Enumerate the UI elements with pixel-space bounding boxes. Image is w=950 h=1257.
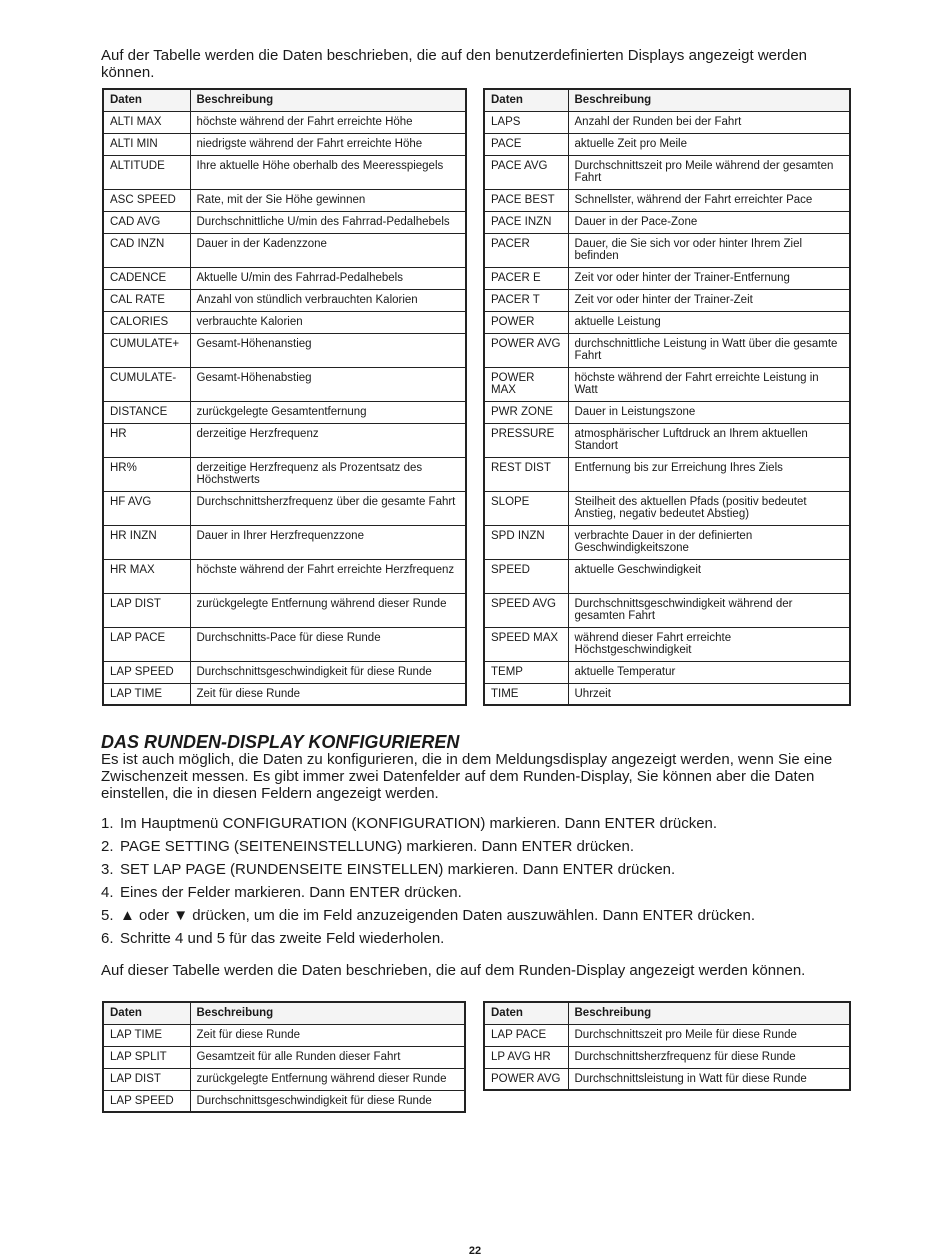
data-field-name: PACE AVG xyxy=(484,155,568,189)
intro-text: Auf der Tabelle werden die Daten beschrieben, die auf den benutzerdefinierten Displays angezeigt werden können. xyxy=(101,47,808,81)
data-field-description: Durchschnittsgeschwindigkeit für diese Runde xyxy=(190,1090,465,1112)
header-cell: Daten xyxy=(484,89,568,111)
data-field-description: Anzahl der Runden bei der Fahrt xyxy=(568,111,850,133)
steps-list xyxy=(101,815,861,953)
step-item xyxy=(101,815,861,838)
data-field-description: zurückgelegte Gesamtentfernung xyxy=(190,401,466,423)
data-field-name: HR MAX xyxy=(103,559,190,593)
step-item xyxy=(101,930,861,953)
step-text: Schritte 4 und 5 für das zweite Feld wiederholen. xyxy=(120,930,445,947)
table-row xyxy=(484,491,850,525)
header-cell: Beschreibung xyxy=(568,1002,850,1024)
table-row xyxy=(484,367,850,401)
data-field-description: derzeitige Herzfrequenz xyxy=(190,423,466,457)
data-field-description: Durchschnittsgeschwindigkeit während der gesamten Fahrt xyxy=(568,593,850,627)
table-row xyxy=(103,457,466,491)
table-header-row xyxy=(103,1002,465,1024)
data-field-name: ALTI MAX xyxy=(103,111,190,133)
data-field-description: Durchschnittszeit pro Meile während der gesamten Fahrt xyxy=(568,155,850,189)
data-field-name: POWER xyxy=(484,311,568,333)
data-field-description: Durchschnittsherzfrequenz für diese Runde xyxy=(568,1046,850,1068)
header-cell: Daten xyxy=(103,89,190,111)
data-field-description: Durchschnittsherzfrequenz über die gesamte Fahrt xyxy=(190,491,466,525)
data-field-name: LAP DIST xyxy=(103,1068,190,1090)
step-number: 4. xyxy=(101,884,114,901)
table-row xyxy=(103,289,466,311)
data-field-description: derzeitige Herzfrequenz als Prozentsatz des Höchstwerts xyxy=(190,457,466,491)
data-field-description: Durchschnittliche U/min des Fahrrad-Pedalhebels xyxy=(190,211,466,233)
table-row xyxy=(103,233,466,267)
data-field-description: Rate, mit der Sie Höhe gewinnen xyxy=(190,189,466,211)
table-row xyxy=(484,155,850,189)
table-row xyxy=(103,333,466,367)
table-row xyxy=(484,289,850,311)
table-row xyxy=(103,1068,465,1090)
data-field-name: CAL RATE xyxy=(103,289,190,311)
section-text: Es ist auch möglich, die Daten zu konfigurieren, die in dem Meldungsdisplay angezeigt werden, wenn Sie eine Zwischenzeit messen. Es gibt immer zwei Datenfelder auf dem Runden-Display, Sie können aber die Daten einstellen, die in diesen Feldern angezeigt werden. xyxy=(101,751,833,802)
table-header-row xyxy=(103,89,466,111)
table-row xyxy=(103,423,466,457)
data-field-name: POWER AVG xyxy=(484,1068,568,1090)
header-cell: Daten xyxy=(484,1002,568,1024)
data-field-name: PACE INZN xyxy=(484,211,568,233)
data-field-description: Aktuelle U/min des Fahrrad-Pedalhebels xyxy=(190,267,466,289)
table-row xyxy=(103,189,466,211)
lap-table-intro: Auf dieser Tabelle werden die Daten beschrieben, die auf dem Runden-Display angezeigt werden können. xyxy=(101,962,806,979)
step-item xyxy=(101,907,861,930)
step-text: ▲ oder ▼ drücken, um die im Feld anzuzeigenden Daten auszuwählen. Dann ENTER drücken. xyxy=(120,907,756,924)
table-row xyxy=(484,559,850,593)
table-row xyxy=(103,267,466,289)
custom-data-table-right xyxy=(483,88,851,706)
data-field-description: Zeit für diese Runde xyxy=(190,683,466,705)
table-row xyxy=(484,333,850,367)
data-field-description: Steilheit des aktuellen Pfads (positiv bedeutet Anstieg, negativ bedeutet Abstieg) xyxy=(568,491,850,525)
table-row xyxy=(103,627,466,661)
data-field-description: Dauer in Leistungszone xyxy=(568,401,850,423)
data-field-name: CADENCE xyxy=(103,267,190,289)
lap-data-table-right xyxy=(483,1001,851,1091)
data-field-description: höchste während der Fahrt erreichte Höhe xyxy=(190,111,466,133)
data-field-name: ALTI MIN xyxy=(103,133,190,155)
data-field-name: LAPS xyxy=(484,111,568,133)
data-field-description: Durchschnittsgeschwindigkeit für diese Runde xyxy=(190,661,466,683)
data-field-name: PACE BEST xyxy=(484,189,568,211)
data-field-name: LAP TIME xyxy=(103,1024,190,1046)
data-field-description: Durchschnitts-Pace für diese Runde xyxy=(190,627,466,661)
table-header-row xyxy=(484,89,850,111)
step-item xyxy=(101,838,861,861)
table-row xyxy=(103,133,466,155)
step-number: 6. xyxy=(101,930,114,947)
table-row xyxy=(103,155,466,189)
table-row xyxy=(103,559,466,593)
data-field-description: niedrigste während der Fahrt erreichte Höhe xyxy=(190,133,466,155)
step-number: 3. xyxy=(101,861,114,878)
step-item xyxy=(101,861,861,884)
table-row xyxy=(484,189,850,211)
data-field-description: Zeit vor oder hinter der Trainer-Entfernung xyxy=(568,267,850,289)
step-number: 5. xyxy=(101,907,114,924)
header-cell: Beschreibung xyxy=(190,1002,465,1024)
step-number: 1. xyxy=(101,815,114,832)
data-field-name: CALORIES xyxy=(103,311,190,333)
table-row xyxy=(484,593,850,627)
table-row xyxy=(103,401,466,423)
data-field-name: HF AVG xyxy=(103,491,190,525)
table-row xyxy=(103,367,466,401)
table-row xyxy=(484,311,850,333)
data-field-description: durchschnittliche Leistung in Watt über die gesamte Fahrt xyxy=(568,333,850,367)
data-field-description: Zeit für diese Runde xyxy=(190,1024,465,1046)
data-field-description: Gesamt-Höhenanstieg xyxy=(190,333,466,367)
data-field-name: SPEED xyxy=(484,559,568,593)
data-field-name: CAD INZN xyxy=(103,233,190,267)
header-cell: Beschreibung xyxy=(568,89,850,111)
table-row xyxy=(103,211,466,233)
table-row xyxy=(103,1046,465,1068)
data-field-description: Dauer in Ihrer Herzfrequenzzone xyxy=(190,525,466,559)
data-field-name: PACER E xyxy=(484,267,568,289)
data-field-description: Dauer in der Kadenzzone xyxy=(190,233,466,267)
data-field-name: ALTITUDE xyxy=(103,155,190,189)
data-field-name: LAP TIME xyxy=(103,683,190,705)
data-field-description: zurückgelegte Entfernung während dieser Runde xyxy=(190,1068,465,1090)
step-item xyxy=(101,884,861,907)
data-field-description: Dauer in der Pace-Zone xyxy=(568,211,850,233)
table-row xyxy=(484,1046,850,1068)
custom-data-table-left xyxy=(102,88,467,706)
data-field-name: LAP SPEED xyxy=(103,661,190,683)
data-field-description: Schnellster, während der Fahrt erreichter Pace xyxy=(568,189,850,211)
data-field-name: LP AVG HR xyxy=(484,1046,568,1068)
data-field-name: PACER xyxy=(484,233,568,267)
table-row xyxy=(103,1024,465,1046)
data-field-description: Durchschnittsleistung in Watt für diese Runde xyxy=(568,1068,850,1090)
data-field-name: SPD INZN xyxy=(484,525,568,559)
data-field-name: HR xyxy=(103,423,190,457)
data-field-name: HR INZN xyxy=(103,525,190,559)
table-row xyxy=(103,1090,465,1112)
table-row xyxy=(484,457,850,491)
data-field-name: CAD AVG xyxy=(103,211,190,233)
table-row xyxy=(103,311,466,333)
data-field-description: Anzahl von stündlich verbrauchten Kalorien xyxy=(190,289,466,311)
step-text: PAGE SETTING (SEITENEINSTELLUNG) markieren. Dann ENTER drücken. xyxy=(120,838,635,855)
table-row xyxy=(484,111,850,133)
data-field-description: Durchschnittszeit pro Meile für diese Runde xyxy=(568,1024,850,1046)
data-field-name: CUMULATE- xyxy=(103,367,190,401)
data-field-name: HR% xyxy=(103,457,190,491)
step-text: Eines der Felder markieren. Dann ENTER drücken. xyxy=(120,884,462,901)
data-field-name: LAP SPLIT xyxy=(103,1046,190,1068)
step-number: 2. xyxy=(101,838,114,855)
data-field-description: verbrauchte Kalorien xyxy=(190,311,466,333)
data-field-name: TIME xyxy=(484,683,568,705)
data-field-name: SPEED AVG xyxy=(484,593,568,627)
data-field-description: aktuelle Temperatur xyxy=(568,661,850,683)
data-field-description: aktuelle Zeit pro Meile xyxy=(568,133,850,155)
table-row xyxy=(484,1024,850,1046)
data-field-description: Zeit vor oder hinter der Trainer-Zeit xyxy=(568,289,850,311)
table-row xyxy=(103,525,466,559)
table-row xyxy=(484,267,850,289)
table-row xyxy=(103,491,466,525)
data-field-name: PACE xyxy=(484,133,568,155)
data-field-name: PRESSURE xyxy=(484,423,568,457)
data-field-description: zurückgelegte Entfernung während dieser Runde xyxy=(190,593,466,627)
data-field-description: während dieser Fahrt erreichte Höchstgeschwindigkeit xyxy=(568,627,850,661)
table-row xyxy=(484,1068,850,1090)
data-field-description: Dauer, die Sie sich vor oder hinter Ihrem Ziel befinden xyxy=(568,233,850,267)
data-field-name: REST DIST xyxy=(484,457,568,491)
data-field-name: SPEED MAX xyxy=(484,627,568,661)
data-field-name: LAP PACE xyxy=(484,1024,568,1046)
table-row xyxy=(484,423,850,457)
data-field-name: LAP PACE xyxy=(103,627,190,661)
header-cell: Beschreibung xyxy=(190,89,466,111)
data-field-description: atmosphärischer Luftdruck an Ihrem aktuellen Standort xyxy=(568,423,850,457)
table-row xyxy=(484,211,850,233)
data-field-description: aktuelle Leistung xyxy=(568,311,850,333)
data-field-description: aktuelle Geschwindigkeit xyxy=(568,559,850,593)
step-text: Im Hauptmenü CONFIGURATION (KONFIGURATION) markieren. Dann ENTER drücken. xyxy=(120,815,718,832)
table-row xyxy=(484,233,850,267)
page-number: 22 xyxy=(468,1245,482,1257)
table-row xyxy=(484,133,850,155)
data-field-description: höchste während der Fahrt erreichte Leistung in Watt xyxy=(568,367,850,401)
data-field-name: PACER T xyxy=(484,289,568,311)
data-field-description: Gesamtzeit für alle Runden dieser Fahrt xyxy=(190,1046,465,1068)
table-row xyxy=(484,661,850,683)
data-field-description: Ihre aktuelle Höhe oberhalb des Meeresspiegels xyxy=(190,155,466,189)
data-field-name: POWER MAX xyxy=(484,367,568,401)
table-row xyxy=(484,401,850,423)
table-row xyxy=(103,661,466,683)
data-field-name: ASC SPEED xyxy=(103,189,190,211)
header-cell: Daten xyxy=(103,1002,190,1024)
table-row xyxy=(103,683,466,705)
lap-data-table-left xyxy=(102,1001,466,1113)
table-row xyxy=(484,525,850,559)
data-field-description: verbrachte Dauer in der definierten Geschwindigkeitszone xyxy=(568,525,850,559)
table-row xyxy=(484,627,850,661)
data-field-name: SLOPE xyxy=(484,491,568,525)
data-field-description: Gesamt-Höhenabstieg xyxy=(190,367,466,401)
data-field-description: höchste während der Fahrt erreichte Herzfrequenz xyxy=(190,559,466,593)
table-header-row xyxy=(484,1002,850,1024)
data-field-name: POWER AVG xyxy=(484,333,568,367)
table-row xyxy=(484,683,850,705)
section-title: DAS RUNDEN-DISPLAY KONFIGURIEREN xyxy=(101,732,460,752)
table-row xyxy=(103,111,466,133)
data-field-name: LAP DIST xyxy=(103,593,190,627)
data-field-name: PWR ZONE xyxy=(484,401,568,423)
data-field-name: DISTANCE xyxy=(103,401,190,423)
data-field-name: CUMULATE+ xyxy=(103,333,190,367)
table-row xyxy=(103,593,466,627)
data-field-name: TEMP xyxy=(484,661,568,683)
data-field-description: Entfernung bis zur Erreichung Ihres Ziels xyxy=(568,457,850,491)
step-text: SET LAP PAGE (RUNDENSEITE EINSTELLEN) markieren. Dann ENTER drücken. xyxy=(120,861,676,878)
data-field-description: Uhrzeit xyxy=(568,683,850,705)
data-field-name: LAP SPEED xyxy=(103,1090,190,1112)
